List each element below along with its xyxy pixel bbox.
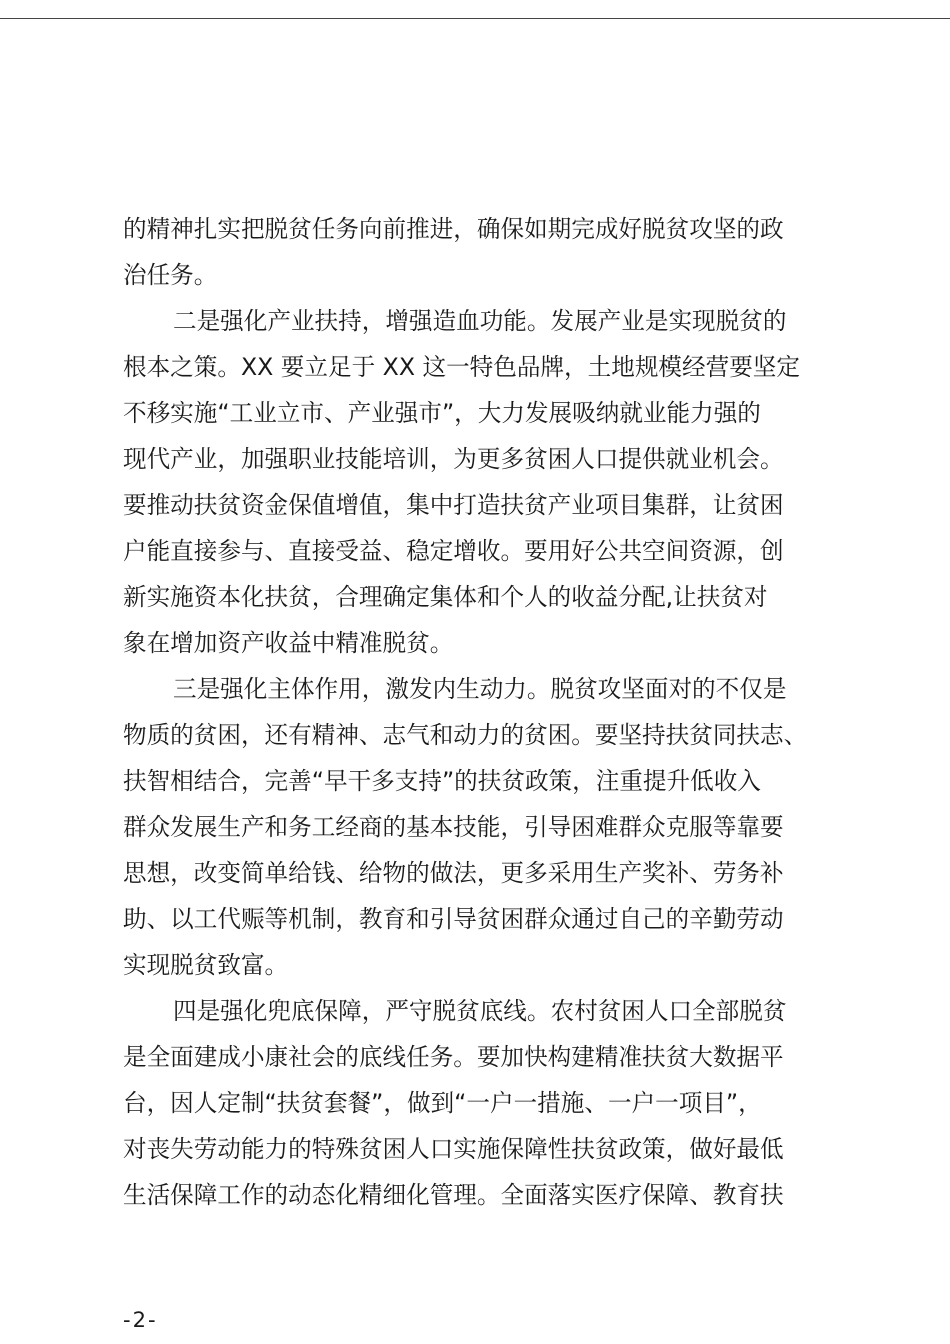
header-rule: [0, 18, 950, 19]
text-line: 是全面建成小康社会的底线任务。要加快构建精准扶贫大数据平: [123, 1043, 784, 1071]
text-line: 要推动扶贫资金保值增值，集中打造扶贫产业项目集群，让贫困: [123, 491, 784, 519]
text-line: 的精神扎实把脱贫任务向前推进，确保如期完成好脱贫攻坚的政: [123, 215, 784, 243]
text-line: 对丧失劳动能力的特殊贫困人口实施保障性扶贫政策，做好最低: [123, 1135, 784, 1163]
text-line: 四是强化兜底保障，严守脱贫底线。农村贫困人口全部脱贫: [173, 997, 787, 1025]
text-line: 实现脱贫致富。: [123, 951, 289, 979]
text-line: 户能直接参与、直接受益、稳定增收。要用好公共空间资源，创: [123, 537, 784, 565]
paragraph: [123, 666, 835, 988]
text-line: 扶智相结合，完善“早干多支持”的扶贫政策，注重提升低收入: [123, 767, 761, 795]
text-line: 现代产业，加强职业技能培训，为更多贫困人口提供就业机会。: [123, 445, 784, 473]
paragraph: [123, 206, 835, 298]
page-number: -2-: [123, 1308, 158, 1332]
text-line: 不移实施“工业立市、产业强市”，大力发展吸纳就业能力强的: [123, 399, 761, 427]
paragraph: [123, 298, 835, 666]
paragraph: [123, 988, 835, 1218]
text-line: 助、以工代赈等机制，教育和引导贫困群众通过自己的辛勤劳动: [123, 905, 784, 933]
text-line: 三是强化主体作用，激发内生动力。脱贫攻坚面对的不仅是: [173, 675, 787, 703]
text-line: 根本之策。XX 要立足于 XX 这一特色品牌，土地规模经营要坚定: [123, 353, 800, 381]
document-body: [123, 206, 835, 1218]
text-line: 新实施资本化扶贫，合理确定集体和个人的收益分配,让扶贫对: [123, 583, 768, 611]
text-line: 治任务。: [123, 261, 218, 289]
text-line: 群众发展生产和务工经商的基本技能，引导困难群众克服等靠要: [123, 813, 784, 841]
text-line: 象在增加资产收益中精准脱贫。: [123, 629, 454, 657]
text-line: 二是强化产业扶持，增强造血功能。发展产业是实现脱贫的: [173, 307, 787, 335]
text-line: 思想，改变简单给钱、给物的做法，更多采用生产奖补、劳务补: [123, 859, 784, 887]
text-line: 物质的贫困，还有精神、志气和动力的贫困。要坚持扶贫同扶志、: [123, 721, 808, 749]
text-line: 台，因人定制“扶贫套餐”，做到“一户一措施、一户一项目”，: [123, 1089, 762, 1117]
text-line: 生活保障工作的动态化精细化管理。全面落实医疗保障、教育扶: [123, 1181, 784, 1209]
